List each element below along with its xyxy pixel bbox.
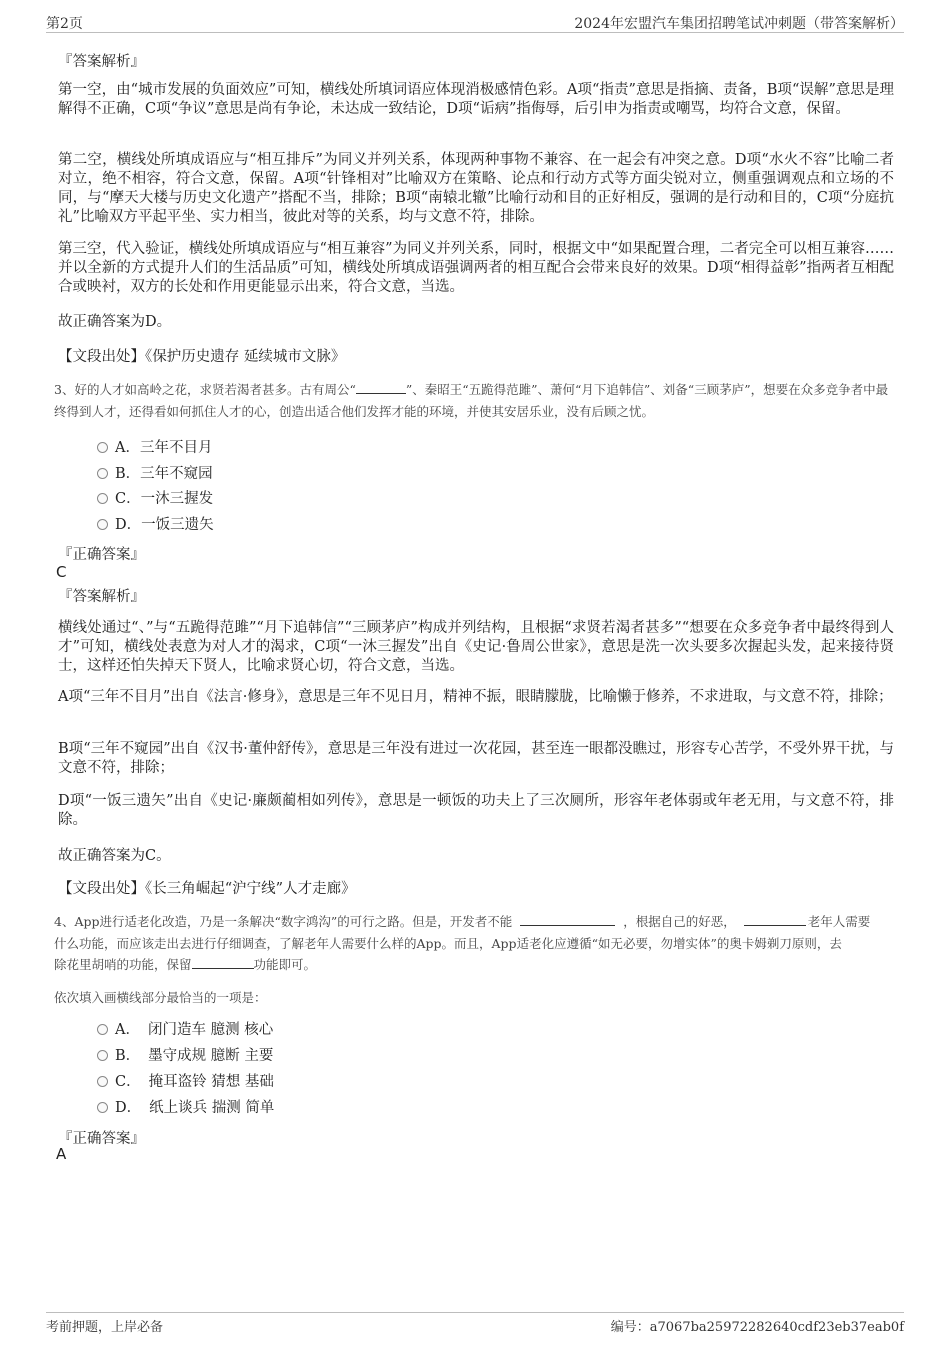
question-4-prompt: 依次填入画横线部分最恰当的一项是： [54, 990, 267, 1005]
analysis-paragraph-1: 第一空，由“城市发展的负面效应”可知，横线处所填词语应体现消极感情色彩。A项“指责”意思是指摘、责备，B项“误解”意思是理解得不正确，C项“争议”意思是尚有争论，未达成一致结论，D项“诟病”指侮辱，后引申为指责或嘲骂，均符合文意，保留。 [58, 82, 894, 117]
analysis-label: 『答案解析』 [58, 589, 145, 605]
analysis-paragraph-3: 第三空，代入验证，横线处所填成语应与“相互兼容”为同义并列关系，同时，根据文中“如果配置合理，二者完全可以相互兼容……并以全新的方式提升人们的生活品质”可知，横线处所填成语强调两者的相互配合会带来良好的效果。D项“相得益彰”指两者互相配合或映衬，双方的长处和作用更能显示出来，符合文意，当选。 [58, 241, 894, 295]
q4-option-a[interactable]: A． 闭门造车 臆测 核心 [97, 1020, 273, 1040]
page-header [46, 10, 904, 33]
page-footer [46, 1312, 904, 1333]
analysis-paragraph-1: 横线处通过“、”与“五跪得范雎”“月下追韩信”“三顾茅庐”构成并列结构，且根据“求贤若渴者甚多”“想要在众多竞争者中最终得到人才”可知，横线处表意为对人才的渴求，C项“一沐三握发”出自《史记·鲁周公世家》，意思是洗一次头要多次握起头发，起来接待贤士，这样还怕失掉天下贤人，比喻求贤心切，符合文意，当选。 [58, 620, 894, 674]
q3-option-c[interactable]: C．一沐三握发 [97, 489, 213, 509]
radio-icon[interactable] [97, 1076, 108, 1087]
radio-icon[interactable] [97, 442, 108, 453]
analysis-paragraph-2: A项“三年不目月”出自《法言·修身》，意思是三年不见日月，精神不振，眼睛朦胧，比喻懒于修养，不求进取，与文意不符，排除； [58, 689, 893, 705]
question-3-stem: 3、好的人才如高岭之花，求贤若渴者甚多。古有周公“ ”、秦昭王“五跪得范雎”、萧何“月下追韩信”、刘备“三顾茅庐”，想要在众多竞争者中最终得到人才，还得看如何抓住人才的心，创造出适合他们发挥才能的环境，并使其安居乐业，没有后顾之忧。 [54, 382, 889, 419]
fill-blank [192, 956, 254, 969]
q4-option-d[interactable]: D． 纸上谈兵 揣测 简单 [97, 1098, 274, 1118]
answer-label: 『正确答案』 [58, 547, 145, 563]
document-id: 编号：a7067ba25972282640cdf23eb37eab0f [610, 1320, 904, 1335]
fill-blank [744, 913, 806, 926]
source-citation: 【文段出处】《长三角崛起“沪宁线”人才走廊》 [58, 881, 356, 897]
radio-icon[interactable] [97, 1024, 108, 1035]
source-citation: 【文段出处】《保护历史遗存 延续城市文脉》 [58, 349, 346, 365]
q4-option-b[interactable]: B． 墨守成规 臆断 主要 [97, 1046, 273, 1066]
q4-option-c[interactable]: C． 掩耳盗铃 猜想 基础 [97, 1072, 274, 1092]
question-4-stem: 4、App进行适老化改造，乃是一条解决“数字鸿沟”的可行之路。但是，开发者不能 ，根据自己的好恶， 老年人需要 什么功能，而应该走出去进行仔细调查，了解老年人需要什么样的App。而且，App适老化应遵循“如无必要，勿增实体”的奥卡姆剃刀原则，去 除花里胡哨的功能，保留 功能即可。 [54, 914, 871, 972]
correct-answer: A [56, 1145, 67, 1163]
footer-slogan: 考前押题，上岸必备 [46, 1320, 164, 1335]
document-title: 2024年宏盟汽车集团招聘笔试冲刺题（带答案解析） [574, 16, 904, 32]
q3-option-d[interactable]: D．一饭三遗矢 [97, 515, 214, 535]
correct-answer: C [56, 563, 67, 581]
conclusion: 故正确答案为C。 [58, 848, 171, 864]
analysis-paragraph-2: 第二空，横线处所填成语应与“相互排斥”为同义并列关系，体现两种事物不兼容、在一起会有冲突之意。D项“水火不容”比喻二者对立，绝不相容，符合文意，保留。A项“针锋相对”比喻双方在策略、论点和行动方式等方面尖锐对立，侧重强调观点和立场的不同，与“摩天大楼与历史文化遗产”搭配不当，排除；B项“南辕北辙”比喻行动和目的正好相反，强调的是行动和目的，C项“分庭抗礼”比喻双方平起平坐、实力相当，彼此对等的关系，均与文意不符，排除。 [58, 152, 894, 225]
fill-blank [520, 913, 615, 926]
analysis-paragraph-3: B项“三年不窥园”出自《汉书·董仲舒传》，意思是三年没有进过一次花园，甚至连一眼都没瞧过，形容专心苦学，不受外界干扰，与文意不符，排除； [58, 741, 894, 776]
radio-icon[interactable] [97, 468, 108, 479]
radio-icon[interactable] [97, 1102, 108, 1113]
radio-icon[interactable] [97, 1050, 108, 1061]
fill-blank [356, 381, 406, 394]
page-number: 第2页 [46, 16, 83, 32]
analysis-label: 『答案解析』 [58, 54, 145, 70]
conclusion: 故正确答案为D。 [58, 314, 172, 330]
q3-option-b[interactable]: B．三年不窥园 [97, 464, 213, 484]
analysis-paragraph-4: D项“一饭三遗矢”出自《史记·廉颇蔺相如列传》，意思是一顿饭的功夫上了三次厕所，形容年老体弱或年老无用，与文意不符，排除。 [58, 793, 894, 828]
q3-option-a[interactable]: A．三年不目月 [97, 438, 212, 458]
radio-icon[interactable] [97, 493, 108, 504]
answer-label: 『正确答案』 [58, 1131, 145, 1147]
radio-icon[interactable] [97, 519, 108, 530]
